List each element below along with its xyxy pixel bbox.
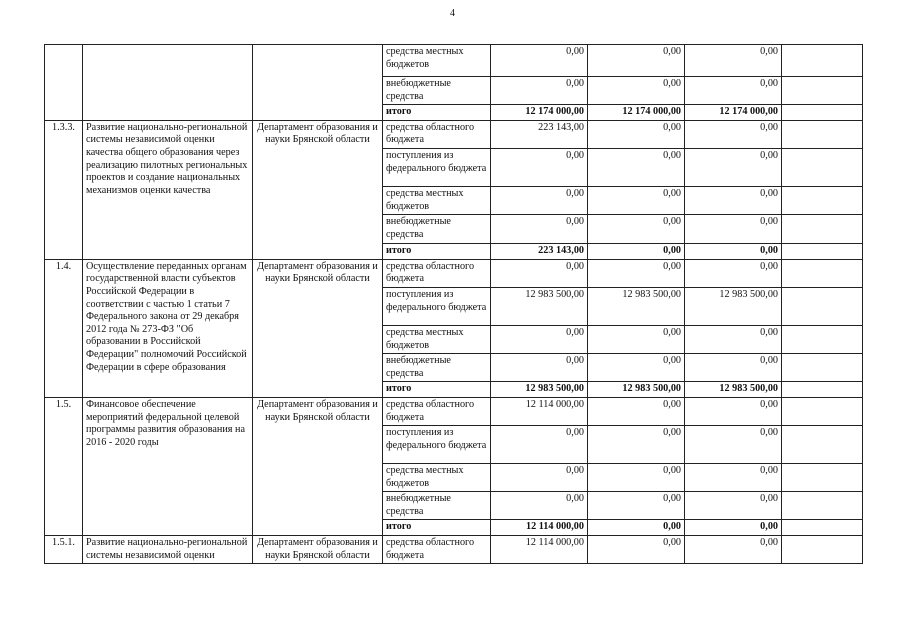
amount-year-2: 0,00 [588, 520, 685, 536]
item-number: 1.3.3. [45, 120, 83, 259]
total-label: итого [383, 244, 491, 260]
amount-year-1: 223 143,00 [491, 244, 588, 260]
amount-year-2: 0,00 [588, 148, 685, 186]
amount-year-2: 0,00 [588, 215, 685, 244]
total-label: итого [383, 520, 491, 536]
amount-year-1: 0,00 [491, 354, 588, 382]
amount-year-2: 0,00 [588, 45, 685, 77]
item-description: Финансовое обеспечение мероприятий федеральной целевой программы развития образования на 2016 - 2020 годы [83, 397, 253, 535]
amount-year-1: 12 174 000,00 [491, 105, 588, 121]
funding-source: поступления из федерального бюджета [383, 148, 491, 186]
amount-year-2: 0,00 [588, 464, 685, 492]
empty-cell [782, 77, 863, 105]
table-row [45, 120, 863, 148]
amount-year-3: 0,00 [685, 397, 782, 425]
amount-year-2: 0,00 [588, 426, 685, 464]
amount-year-3: 12 983 500,00 [685, 287, 782, 325]
amount-year-3: 0,00 [685, 186, 782, 214]
empty-cell [782, 492, 863, 520]
amount-year-2: 0,00 [588, 186, 685, 214]
amount-year-1: 0,00 [491, 45, 588, 77]
funding-source: средства областного бюджета [383, 397, 491, 425]
item-description [83, 45, 253, 121]
amount-year-1: 12 114 000,00 [491, 536, 588, 564]
table-row [45, 397, 863, 425]
budget-table [44, 44, 863, 564]
amount-year-3: 0,00 [685, 520, 782, 536]
empty-cell [782, 148, 863, 186]
responsible-department [253, 45, 383, 121]
amount-year-3: 0,00 [685, 325, 782, 353]
item-number: 1.5. [45, 397, 83, 535]
funding-source: внебюджетные средства [383, 492, 491, 520]
amount-year-1: 12 114 000,00 [491, 397, 588, 425]
amount-year-2: 0,00 [588, 244, 685, 260]
funding-source: средства областного бюджета [383, 259, 491, 287]
empty-cell [782, 105, 863, 121]
amount-year-1: 223 143,00 [491, 120, 588, 148]
amount-year-1: 0,00 [491, 77, 588, 105]
empty-cell [782, 520, 863, 536]
total-label: итого [383, 382, 491, 398]
empty-cell [782, 120, 863, 148]
amount-year-2: 0,00 [588, 325, 685, 353]
amount-year-3: 0,00 [685, 536, 782, 564]
funding-source: средства местных бюджетов [383, 45, 491, 77]
amount-year-1: 0,00 [491, 259, 588, 287]
funding-source: средства местных бюджетов [383, 186, 491, 214]
empty-cell [782, 259, 863, 287]
amount-year-1: 12 983 500,00 [491, 287, 588, 325]
empty-cell [782, 244, 863, 260]
amount-year-2: 0,00 [588, 536, 685, 564]
amount-year-3: 0,00 [685, 259, 782, 287]
amount-year-2: 12 983 500,00 [588, 287, 685, 325]
amount-year-1: 12 114 000,00 [491, 520, 588, 536]
empty-cell [782, 382, 863, 398]
empty-cell [782, 186, 863, 214]
amount-year-2: 0,00 [588, 259, 685, 287]
amount-year-2: 12 174 000,00 [588, 105, 685, 121]
page-number: 4 [450, 8, 455, 19]
amount-year-2: 0,00 [588, 492, 685, 520]
amount-year-3: 0,00 [685, 77, 782, 105]
table-row [45, 536, 863, 564]
empty-cell [782, 325, 863, 353]
funding-source: внебюджетные средства [383, 77, 491, 105]
table-row [45, 45, 863, 77]
item-number [45, 45, 83, 121]
item-description: Развитие национально-региональной системы независимой оценки качества общего образования через реализацию пилотных региональных проектов и создание национальных механизмов оценки качества [83, 120, 253, 259]
funding-source: поступления из федерального бюджета [383, 426, 491, 464]
funding-source: поступления из федерального бюджета [383, 287, 491, 325]
funding-source: средства областного бюджета [383, 536, 491, 564]
amount-year-3: 0,00 [685, 120, 782, 148]
item-description: Развитие национально-региональной системы независимой оценки [83, 536, 253, 564]
funding-source: внебюджетные средства [383, 354, 491, 382]
amount-year-3: 0,00 [685, 492, 782, 520]
item-description: Осуществление переданных органам государственной власти субъектов Российской Федерации в соответствии с частью 1 статьи 7 Федерального закона от 29 декабря 2012 года № 273-ФЗ "Об образовании в Российской Федерации" полномочий Российской Федерации в сфере образования [83, 259, 253, 397]
amount-year-3: 0,00 [685, 148, 782, 186]
total-label: итого [383, 105, 491, 121]
amount-year-1: 0,00 [491, 492, 588, 520]
amount-year-2: 0,00 [588, 120, 685, 148]
item-number: 1.4. [45, 259, 83, 397]
responsible-department: Департамент образования и науки Брянской области [253, 536, 383, 564]
amount-year-3: 12 983 500,00 [685, 382, 782, 398]
funding-source: средства местных бюджетов [383, 325, 491, 353]
amount-year-1: 0,00 [491, 325, 588, 353]
responsible-department: Департамент образования и науки Брянской области [253, 259, 383, 397]
amount-year-2: 0,00 [588, 397, 685, 425]
empty-cell [782, 215, 863, 244]
amount-year-3: 0,00 [685, 464, 782, 492]
empty-cell [782, 45, 863, 77]
empty-cell [782, 536, 863, 564]
amount-year-3: 0,00 [685, 354, 782, 382]
empty-cell [782, 397, 863, 425]
item-number: 1.5.1. [45, 536, 83, 564]
amount-year-3: 0,00 [685, 215, 782, 244]
table-row [45, 259, 863, 287]
amount-year-3: 0,00 [685, 244, 782, 260]
amount-year-1: 0,00 [491, 426, 588, 464]
funding-source: средства областного бюджета [383, 120, 491, 148]
amount-year-2: 0,00 [588, 77, 685, 105]
amount-year-3: 0,00 [685, 45, 782, 77]
amount-year-1: 12 983 500,00 [491, 382, 588, 398]
funding-source: внебюджетные средства [383, 215, 491, 244]
amount-year-2: 0,00 [588, 354, 685, 382]
amount-year-2: 12 983 500,00 [588, 382, 685, 398]
responsible-department: Департамент образования и науки Брянской области [253, 120, 383, 259]
empty-cell [782, 464, 863, 492]
empty-cell [782, 287, 863, 325]
amount-year-1: 0,00 [491, 464, 588, 492]
amount-year-1: 0,00 [491, 148, 588, 186]
empty-cell [782, 354, 863, 382]
amount-year-3: 12 174 000,00 [685, 105, 782, 121]
empty-cell [782, 426, 863, 464]
funding-source: средства местных бюджетов [383, 464, 491, 492]
responsible-department: Департамент образования и науки Брянской области [253, 397, 383, 535]
amount-year-1: 0,00 [491, 215, 588, 244]
amount-year-1: 0,00 [491, 186, 588, 214]
amount-year-3: 0,00 [685, 426, 782, 464]
